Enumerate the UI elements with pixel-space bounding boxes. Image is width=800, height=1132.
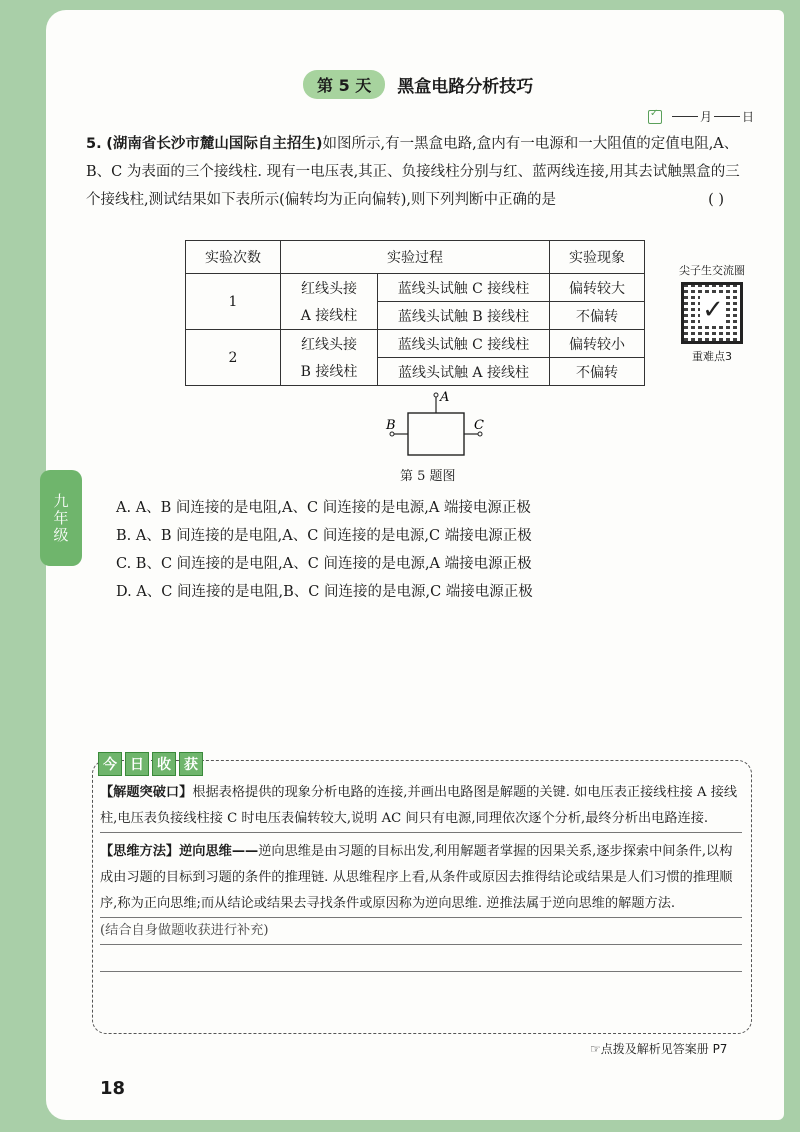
qr-top-label: 尖子生交流圈	[679, 264, 745, 277]
option-d[interactable]: D. A、C 间连接的是电阻,B、C 间连接的是电源,C 端接电源正极	[116, 584, 533, 600]
table-header: 实验现象	[550, 241, 645, 274]
breakthrough-text: 根据表格提供的现象分析电路的连接,并画出电路图是解题的关键. 如电压表正接线柱接 A 接线柱,电压表负接线柱接 C 时电压表偏转较大,说明 AC 间只有电源,同理依次逐个分析,最终分析出电路连接.	[100, 785, 738, 826]
table-cell-result: 不偏转	[550, 302, 645, 330]
page-number: 18	[100, 1078, 126, 1099]
table-cell-red: B 接线柱	[281, 358, 378, 386]
date-line	[648, 108, 754, 125]
qr-block	[672, 262, 752, 364]
qr-code-icon[interactable]	[681, 282, 743, 344]
label-b: B	[386, 418, 396, 433]
question-number: 5.	[86, 136, 102, 152]
answer-paren: ( )	[708, 192, 724, 208]
method-paragraph	[100, 839, 742, 918]
table-cell-step: 蓝线头试触 C 接线柱	[378, 330, 550, 358]
harvest-char: 收	[152, 752, 176, 776]
table-cell-step: 蓝线头试触 C 接线柱	[378, 274, 550, 302]
day-title: 黑盒电路分析技巧	[397, 77, 534, 97]
supplement-line: (结合自身做题收获进行补充)	[100, 918, 742, 945]
option-c[interactable]: C. B、C 间连接的是电阻,A、C 间连接的是电源,A 端接电源正极	[116, 556, 532, 572]
black-box-rect	[408, 413, 464, 455]
day-header	[303, 70, 533, 99]
table-cell-num: 2	[186, 330, 281, 386]
table-header: 实验次数	[186, 241, 281, 274]
table-row	[186, 330, 645, 358]
table-cell-step: 蓝线头试触 A 接线柱	[378, 358, 550, 386]
method-tag: 【思维方法】逆向思维——	[100, 844, 259, 859]
table-cell-step: 蓝线头试触 B 接线柱	[378, 302, 550, 330]
day-badge: 第 5 天	[303, 70, 385, 99]
table-row	[186, 274, 645, 302]
answer-options	[116, 494, 533, 606]
day-label: 日	[742, 110, 755, 124]
table-header-row	[186, 241, 645, 274]
harvest-char: 日	[125, 752, 149, 776]
table-cell-red: 红线头接	[281, 330, 378, 358]
month-blank	[672, 116, 698, 117]
table-cell-result: 不偏转	[550, 358, 645, 386]
method-text: 逆向思维是由习题的目标出发,利用解题者掌握的因果关系,逐步探索中间条件,以构成由习题的目标到习题的条件的推理链. 从思维程序上看,从条件或原因去推得结论或结果是人们习惯的推理顺序,称为正向思维;而从结论或结果去寻找条件或原因称为逆向思维. 逆推法属于逆向思维的解题方法.	[100, 844, 733, 911]
table-cell-red: A 接线柱	[281, 302, 378, 330]
answer-note: ☞点拨及解析见答案册 P7	[590, 1042, 728, 1056]
table-cell-num: 1	[186, 274, 281, 330]
qr-bottom-label: 重难点3	[692, 350, 732, 363]
question-stem	[86, 130, 746, 214]
table-cell-result: 偏转较小	[550, 330, 645, 358]
option-a[interactable]: A. A、B 间连接的是电阻,A、C 间连接的是电源,A 端接电源正极	[116, 500, 531, 516]
figure-caption: 第 5 题图	[400, 469, 456, 484]
day-blank	[714, 116, 740, 117]
table-header: 实验过程	[281, 241, 550, 274]
month-label: 月	[700, 110, 713, 124]
harvest-char: 今	[98, 752, 122, 776]
calendar-check-icon	[648, 110, 662, 124]
label-a: A	[440, 390, 450, 405]
harvest-char: 获	[179, 752, 203, 776]
harvest-body	[100, 780, 742, 972]
option-b[interactable]: B. A、B 间连接的是电阻,A、C 间连接的是电源,C 端接电源正极	[116, 528, 532, 544]
table-cell-result: 偏转较大	[550, 274, 645, 302]
breakthrough-tag: 【解题突破口】	[100, 785, 193, 800]
question-source: (湖南省长沙市麓山国际自主招生)	[106, 136, 323, 152]
table-cell-red: 红线头接	[281, 274, 378, 302]
breakthrough-paragraph	[100, 780, 742, 833]
experiment-table	[185, 240, 645, 386]
blank-line[interactable]	[100, 945, 742, 972]
question-text: 如图所示,有一黑盒电路,盒内有一电源和一大阻值的定值电阻,A、B、C 为表面的三个接线柱. 现有一电压表,其正、负接线柱分别与红、蓝两线连接,用其去试触黑盒的三个接线柱,测试结果如下表所示(偏转均为正向偏转),则下列判断中正确的是	[86, 136, 740, 208]
label-c: C	[474, 418, 484, 433]
grade-side-tab: 九年级	[40, 470, 82, 566]
harvest-title	[98, 752, 206, 776]
terminal-a	[434, 393, 438, 397]
